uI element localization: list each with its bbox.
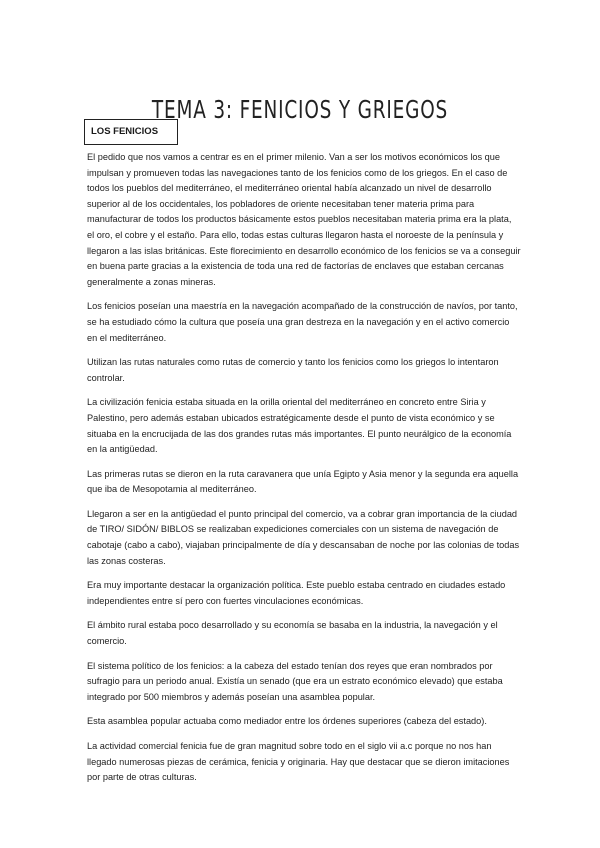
paragraph: Llegaron a ser en la antigüedad el punto principal del comercio, va a cobrar gran importancia de la ciudad de TIRO/ SIDÓN/ BIBLOS se realizaban expediciones comerciales con un sistema de navegación de cabotaje (cabo a cabo), viajaban principalmente de día y descansaban de noche por las colonias de todas las zonas costeras. — [87, 508, 520, 566]
page-title: TEMA 3: FENICIOS Y GRIEGOS — [151, 94, 449, 124]
paragraph: El sistema político de los fenicios: a la cabeza del estado tenían dos reyes que eran nombrados por sufragio para un periodo anual. Existía un senado (que era un estrato económico elevado) que estaba integrado por 500 miembros y además poseían una asamblea popular. — [87, 660, 503, 702]
paragraph: Utilizan las rutas naturales como rutas de comercio y tanto los fenicios como los griegos lo intentaron controlar. — [87, 357, 499, 383]
paragraph: Era muy importante destacar la organización política. Este pueblo estaba centrado en ciudades estado independientes entre sí pero con fuertes vinculaciones económicas. — [87, 580, 506, 606]
paragraph: El ámbito rural estaba poco desarrollado y su economía se basaba en la industria, la navegación y el comercio. — [87, 620, 498, 647]
paragraph: Esta asamblea popular actuaba como mediador entre los órdenes superiores (cabeza del estado). — [87, 716, 487, 727]
paragraph: La civilización fenicia estaba situada en la orilla oriental del mediterráneo en concreto entre Siria y Palestino, pero además estaban ubicados estratégicamente desde el punto de vista económico y se situaba en la encrucijada de las dos grandes rutas más importantes. El punto neurálgico de la economía en la antigüedad. — [87, 397, 512, 455]
section-heading: LOS FENICIOS — [91, 126, 159, 137]
paragraph: El pedido que nos vamos a centrar es en el primer milenio. Van a ser los motivos económicos los que impulsan y promueven todas las navegaciones tanto de los fenicios como de los griegos. En el caso de todos los pueblos del mediterráneo, el mediterráneo oriental había alcanzado un nivel de desarrollo superior al de los occidentales, los pobladores de oriente necesitaban tener materia prima para manufacturar de todos los productos básicamente estos pueblos necesitaban materia prima era la plata, el oro, el cobre y el estaño. Para ello, todas estas culturas llegaron hasta el noroeste de la península y llegaron a las islas británicas. Este florecimiento en desarrollo económico de los fenicios se va a conseguir en buena parte gracias a la existencia de toda una red de factorías de enclaves que estaban cercanas generalmente a zonas mineras. — [87, 152, 521, 287]
paragraph: La actividad comercial fenicia fue de gran magnitud sobre todo en el siglo vii a.c porque no nos han llegado numerosas piezas de cerámica, fenicia y originaria. Hay que destacar que se dieron imitaciones por parte de otras culturas. — [87, 741, 510, 783]
paragraph: Las primeras rutas se dieron en la ruta caravanera que unía Egipto y Asia menor y la segunda era aquella que iba de Mesopotamia al mediterráneo. — [87, 468, 519, 495]
paragraph: Los fenicios poseían una maestría en la navegación acompañado de la construcción de navíos, por tanto, se ha estudiado cómo la cultura que poseía una gran destreza en la navegación y en el activo comercio en el mediterráneo. — [87, 301, 518, 343]
document-body — [87, 150, 521, 795]
section-heading-box — [84, 119, 178, 145]
